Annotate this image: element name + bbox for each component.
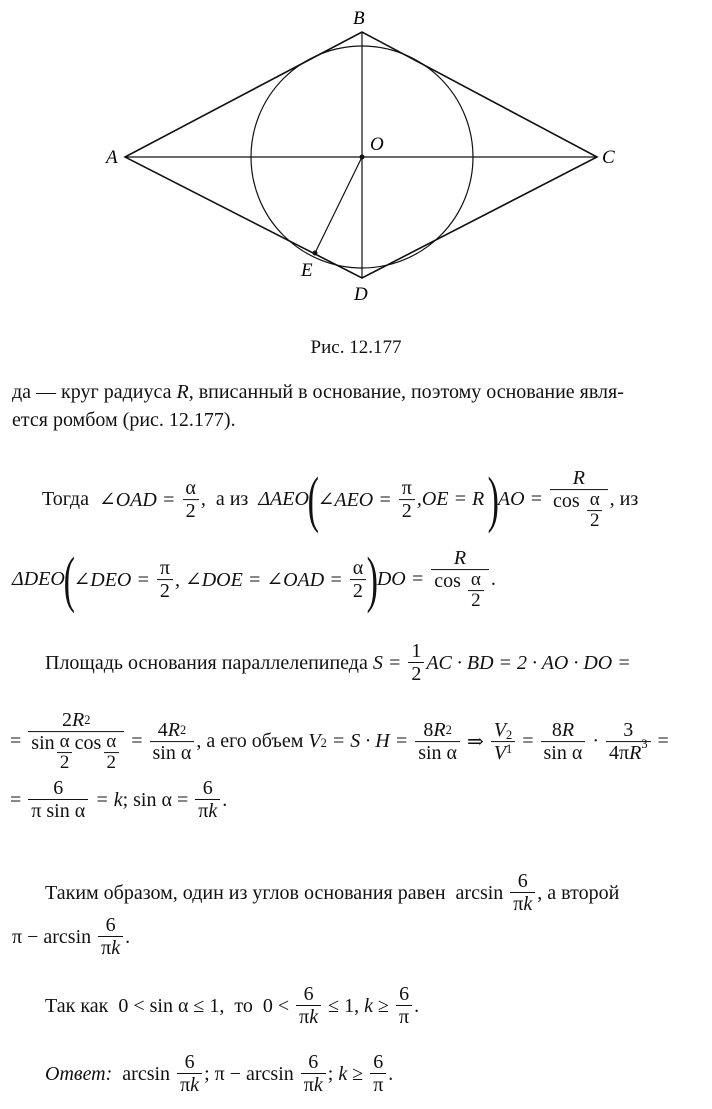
superscript: 2 bbox=[179, 723, 187, 738]
fraction-denominator bbox=[301, 1073, 326, 1096]
math-text: 2 bbox=[59, 752, 70, 774]
math-variable: ,OE = R bbox=[416, 488, 490, 511]
math-text: 6 bbox=[517, 870, 528, 892]
fraction bbox=[408, 641, 424, 685]
math-text: π bbox=[101, 937, 112, 959]
math-text: = bbox=[517, 730, 539, 753]
fraction-denominator bbox=[468, 590, 484, 612]
fraction bbox=[510, 871, 535, 915]
math-text: = bbox=[10, 788, 27, 811]
superscript: 2 bbox=[84, 713, 91, 728]
fraction-denominator bbox=[408, 662, 424, 685]
math-text: 4π bbox=[609, 741, 630, 764]
fraction-numerator bbox=[59, 710, 93, 731]
math-variable: k bbox=[338, 1062, 348, 1085]
fraction-denominator bbox=[510, 892, 535, 915]
math-text: π bbox=[159, 556, 170, 579]
fraction-denominator bbox=[28, 799, 88, 822]
math-variable: k bbox=[309, 1006, 319, 1028]
math-text: cos bbox=[74, 732, 102, 755]
fraction-denominator bbox=[350, 579, 366, 602]
math-text: sin α bbox=[418, 741, 458, 764]
math-variable: k bbox=[364, 994, 374, 1017]
fraction bbox=[177, 1052, 202, 1096]
big-parenthesis: ) bbox=[366, 545, 379, 614]
math-text: sin α bbox=[152, 741, 192, 764]
math-text: π − arcsin bbox=[12, 925, 97, 948]
fraction bbox=[301, 1052, 326, 1096]
fraction bbox=[157, 558, 173, 602]
fraction-denominator bbox=[550, 489, 608, 532]
math-text: 6 bbox=[399, 983, 410, 1005]
math-variable: V bbox=[493, 741, 507, 764]
math-text: 3 bbox=[623, 718, 634, 741]
fraction-denominator bbox=[431, 569, 489, 612]
label-d: D bbox=[354, 284, 368, 305]
point-e bbox=[313, 251, 318, 256]
fraction bbox=[150, 720, 195, 764]
math-variable: k bbox=[313, 1074, 323, 1096]
math-variable: k bbox=[190, 1074, 200, 1096]
label-b: B bbox=[353, 8, 365, 29]
math-text: . bbox=[414, 994, 420, 1017]
math-text: π bbox=[401, 476, 412, 499]
fraction-denominator bbox=[150, 741, 195, 764]
math-text: = bbox=[652, 730, 669, 753]
math-text: ≤ 1, bbox=[323, 994, 365, 1017]
fraction-numerator bbox=[200, 778, 216, 799]
fraction bbox=[587, 490, 603, 532]
math-variable: ∠AEO = bbox=[317, 489, 397, 512]
fraction-numerator bbox=[399, 478, 415, 499]
math-text: = bbox=[126, 730, 148, 753]
math-text: , а второй bbox=[537, 881, 620, 904]
fraction bbox=[491, 720, 515, 764]
math-text: α bbox=[470, 569, 481, 591]
fraction bbox=[182, 478, 198, 522]
math-text: α bbox=[185, 476, 196, 499]
math-text: 6 bbox=[373, 1051, 384, 1073]
fraction-numerator bbox=[587, 490, 603, 510]
math-variable: R bbox=[561, 718, 575, 741]
math-text: 6 bbox=[308, 1051, 319, 1073]
math-text: 6 bbox=[202, 777, 213, 799]
fraction-denominator bbox=[491, 741, 515, 764]
math-text: . bbox=[125, 925, 131, 948]
math-variable: k bbox=[111, 937, 121, 959]
rhombus-figure bbox=[0, 0, 712, 320]
fraction-denominator bbox=[541, 741, 586, 764]
formula-line-4 bbox=[10, 710, 669, 774]
math-text: Так как 0 < sin α ≤ 1, то 0 < bbox=[45, 994, 295, 1017]
fraction-denominator bbox=[177, 1073, 202, 1096]
fraction-denominator bbox=[98, 936, 123, 959]
label-a: A bbox=[106, 147, 118, 168]
math-text: · bbox=[587, 730, 605, 753]
math-text: cos bbox=[434, 570, 466, 593]
fraction bbox=[431, 548, 489, 612]
fraction bbox=[550, 468, 608, 532]
math-text: π bbox=[303, 1074, 314, 1096]
superscript: 3 bbox=[641, 737, 648, 752]
conclusion-line-1 bbox=[45, 871, 619, 915]
math-text: 2 bbox=[471, 590, 481, 612]
math-text: 6 bbox=[184, 1051, 195, 1073]
formula-line-1 bbox=[42, 465, 639, 534]
point-o bbox=[360, 155, 365, 160]
math-text: . bbox=[490, 568, 496, 591]
math-text: α bbox=[106, 731, 117, 753]
math-variable: = S · H = bbox=[326, 730, 414, 753]
fraction-denominator bbox=[296, 1005, 321, 1028]
math-variable: V bbox=[493, 718, 507, 741]
math-text: α bbox=[352, 556, 364, 579]
math-text: π sin α bbox=[31, 800, 86, 822]
fraction-numerator bbox=[155, 720, 189, 741]
math-text: 2 bbox=[352, 579, 363, 602]
label-e: E bbox=[301, 260, 313, 281]
fraction bbox=[296, 984, 321, 1028]
fraction bbox=[57, 732, 73, 774]
fraction-numerator bbox=[420, 720, 454, 741]
math-text: π bbox=[513, 893, 524, 915]
para-text-a: да — круг радиуса bbox=[12, 381, 177, 403]
fraction-numerator bbox=[305, 1052, 321, 1073]
math-variable: ΔAEO bbox=[258, 488, 309, 511]
fraction bbox=[370, 1052, 386, 1096]
para-radius: R bbox=[176, 381, 189, 403]
fraction-numerator bbox=[491, 720, 515, 741]
fraction-numerator bbox=[103, 915, 119, 936]
answer-line bbox=[45, 1052, 393, 1096]
fraction bbox=[415, 720, 460, 764]
math-variable: DO = bbox=[376, 568, 430, 591]
math-variable: R bbox=[572, 467, 585, 490]
math-variable: R bbox=[72, 709, 85, 732]
figure-caption: Рис. 12.177 bbox=[310, 337, 402, 358]
math-variable: k bbox=[523, 893, 533, 915]
fraction bbox=[396, 984, 412, 1028]
fraction-denominator bbox=[606, 737, 651, 764]
para-text-b: , вписанный в основание, поэтому основание явля- bbox=[188, 381, 624, 403]
math-variable: R bbox=[453, 547, 467, 570]
math-variable: , ∠DOE = ∠OAD = bbox=[174, 569, 348, 592]
condition-line bbox=[45, 984, 419, 1028]
fraction bbox=[195, 778, 220, 822]
math-text: ; π − arcsin bbox=[204, 1062, 299, 1085]
math-text: , из bbox=[609, 488, 639, 511]
fraction-denominator bbox=[195, 799, 220, 822]
big-parenthesis: ( bbox=[307, 465, 319, 534]
fraction-numerator bbox=[620, 720, 636, 741]
math-variable: R bbox=[167, 718, 180, 741]
math-text: 2 bbox=[159, 579, 170, 602]
radius-oe bbox=[315, 157, 362, 253]
fraction-numerator bbox=[396, 984, 412, 1005]
math-text: ≥ bbox=[347, 1062, 369, 1085]
math-text: ; sin α = bbox=[122, 788, 194, 811]
math-text: α bbox=[589, 489, 600, 511]
fraction-numerator bbox=[350, 558, 366, 579]
math-text: sin bbox=[31, 732, 55, 755]
math-text: 1 bbox=[411, 640, 422, 662]
math-variable: k bbox=[208, 800, 218, 822]
math-text: . bbox=[388, 1062, 394, 1085]
math-text: 2 bbox=[106, 752, 116, 774]
fraction-denominator bbox=[396, 1005, 412, 1028]
math-text: . bbox=[222, 788, 228, 811]
fraction bbox=[28, 710, 124, 774]
math-text: Таким образом, один из углов основания равен arcsin bbox=[45, 881, 509, 904]
math-text: arcsin bbox=[112, 1062, 176, 1085]
math-text: , а из bbox=[200, 488, 259, 511]
fraction bbox=[606, 720, 651, 764]
subscript: 2 bbox=[506, 728, 513, 743]
fraction-numerator bbox=[451, 548, 469, 569]
fraction-denominator bbox=[28, 731, 124, 774]
fraction bbox=[98, 915, 123, 959]
fraction-denominator bbox=[157, 579, 173, 602]
subscript: 2 bbox=[320, 735, 327, 750]
fraction-numerator bbox=[468, 570, 484, 590]
fraction-numerator bbox=[182, 1052, 198, 1073]
math-text: , а его объем bbox=[196, 730, 309, 753]
math-text: = bbox=[10, 730, 27, 753]
math-variable: = k bbox=[90, 788, 123, 811]
big-parenthesis: ( bbox=[63, 545, 75, 614]
fraction-numerator bbox=[157, 558, 173, 579]
math-variable: S = bbox=[372, 651, 407, 674]
math-text: 6 bbox=[105, 914, 116, 936]
fraction-numerator bbox=[103, 732, 119, 752]
math-text: π bbox=[198, 800, 209, 822]
math-variable: AC · BD = 2 · AO · DO = bbox=[426, 651, 631, 674]
math-variable: ∠OAD = bbox=[98, 489, 181, 512]
fraction bbox=[28, 778, 88, 822]
math-text: ≥ bbox=[373, 994, 395, 1017]
fraction bbox=[350, 558, 366, 602]
fraction-numerator bbox=[301, 984, 317, 1005]
fraction bbox=[103, 732, 119, 774]
para-text-c: ется ромбом (рис. 12.177). bbox=[12, 409, 236, 431]
math-text: 2 bbox=[401, 499, 412, 522]
fraction-denominator bbox=[415, 741, 460, 764]
math-text: 6 bbox=[303, 983, 314, 1005]
superscript: 2 bbox=[445, 723, 452, 738]
math-variable: AO = bbox=[497, 488, 549, 511]
math-variable: V bbox=[308, 730, 321, 753]
math-text: ; bbox=[327, 1062, 339, 1085]
intro-paragraph bbox=[12, 378, 707, 434]
fraction-denominator bbox=[104, 752, 120, 774]
subscript: 1 bbox=[506, 742, 513, 757]
fraction-numerator bbox=[570, 468, 588, 489]
fraction-denominator bbox=[183, 499, 199, 522]
fraction-denominator bbox=[370, 1073, 386, 1096]
math-text: π bbox=[373, 1074, 384, 1096]
math-variable: R bbox=[433, 718, 446, 741]
math-text: ⇒ bbox=[462, 731, 489, 754]
math-text: 4 bbox=[157, 718, 168, 741]
fraction-numerator bbox=[549, 720, 577, 741]
math-text: 6 bbox=[53, 777, 64, 799]
math-variable: ΔDEO bbox=[12, 568, 65, 591]
fraction bbox=[399, 478, 415, 522]
math-text: sin α bbox=[543, 741, 583, 764]
math-text: Площадь основания параллелепипеда bbox=[45, 651, 373, 674]
math-text: π bbox=[299, 1006, 310, 1028]
fraction-denominator bbox=[587, 510, 603, 532]
fraction-numerator bbox=[408, 641, 424, 662]
label-o: O bbox=[370, 134, 384, 155]
math-text: 8 bbox=[423, 718, 434, 741]
formula-line-5 bbox=[10, 778, 227, 822]
formula-line-3 bbox=[45, 641, 631, 685]
fraction-denominator bbox=[399, 499, 415, 522]
label-c: C bbox=[602, 147, 615, 168]
fraction-numerator bbox=[50, 778, 66, 799]
fraction bbox=[541, 720, 586, 764]
math-text: Тогда bbox=[42, 488, 99, 511]
fraction-denominator bbox=[57, 752, 73, 774]
conclusion-line-2 bbox=[12, 915, 130, 959]
math-variable: Ответ: bbox=[45, 1062, 113, 1085]
math-text: 2 bbox=[411, 663, 422, 685]
fraction bbox=[468, 570, 484, 612]
math-variable: R bbox=[629, 741, 642, 764]
math-text: π bbox=[399, 1006, 410, 1028]
math-text: 2 bbox=[185, 499, 196, 522]
math-text: π bbox=[180, 1074, 191, 1096]
fraction-numerator bbox=[370, 1052, 386, 1073]
big-parenthesis: ) bbox=[487, 465, 500, 534]
formula-line-2 bbox=[12, 545, 496, 614]
math-text: α bbox=[59, 731, 70, 753]
math-variable: ∠DEO = bbox=[73, 569, 155, 592]
math-text: 2 bbox=[589, 510, 600, 532]
fraction-numerator bbox=[57, 732, 73, 752]
fraction-numerator bbox=[515, 871, 531, 892]
math-text: 8 bbox=[551, 718, 562, 741]
math-text: cos bbox=[553, 490, 585, 513]
fraction-numerator bbox=[182, 478, 198, 499]
math-text: 2 bbox=[62, 709, 73, 732]
